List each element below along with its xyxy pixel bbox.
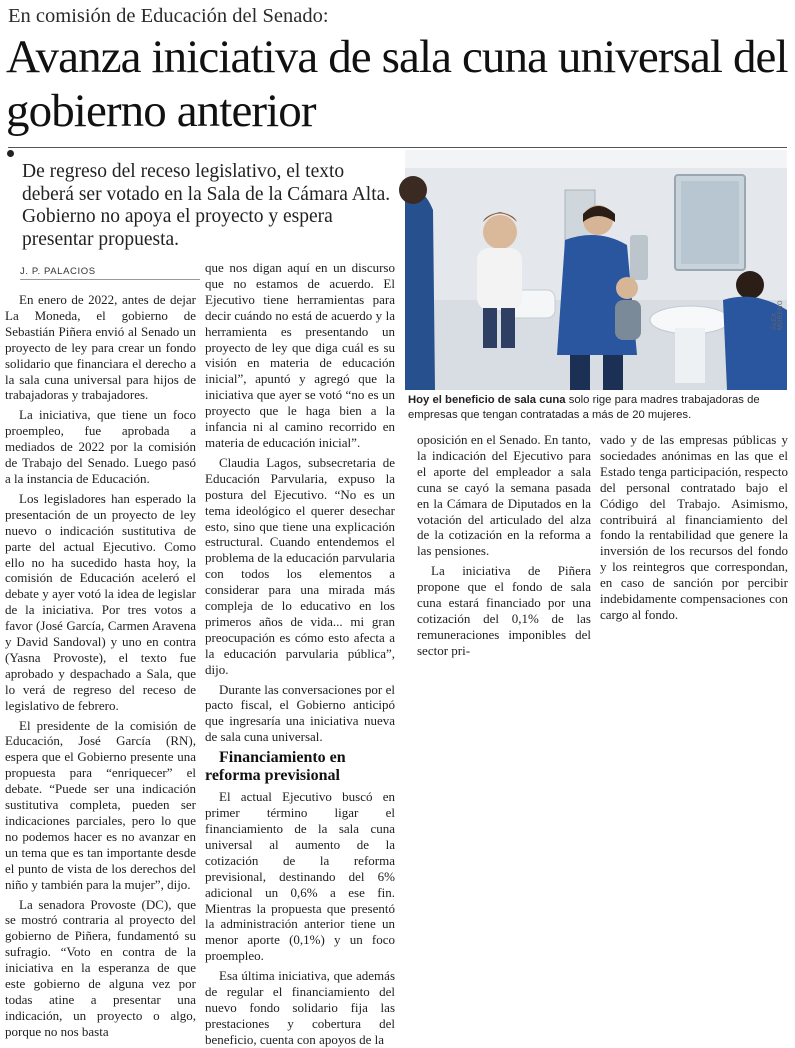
nursery-scene-illustration — [405, 150, 787, 390]
paragraph: La senadora Provoste (DC), que se mostró contraria al proyecto del gobierno de Piñera, fundamentó su sufragio. “Voto en contra de la iniciativa en la esperanza de que este gobierno de alguna vez por todas atine a presentar una indicación, un proyecto o algo, porque no nos basta — [5, 896, 196, 1039]
article-kicker: En comisión de Educación del Senado: — [8, 5, 329, 27]
paragraph: Los legisladores han esperado la presentación de un proyecto de ley nuevo o indicación sustitutiva de parte del actual Ejecutivo. Como ello no ha sucedido hasta hoy, la comisión de Educación aceleró el debate y ayer votó la idea de legislar de la iniciativa. Por tres votos a favor (José García, Carmen Aravena y David Sandoval) y uno en contra (Yasna Provoste), el texto fue aprobado y despachado a Sala, que lo verá de regreso del receso de legislativo de febrero. — [5, 490, 196, 713]
paragraph: Claudia Lagos, subsecretaria de Educación Parvularia, expuso la postura del Ejecutivo. “No es un tema ideológico el querer desechar esto, sino que tiene una explicación estructural. Cuando entendemos el problema de la educación parvularia con todos los elementos a considerar para una mirada más compleja de lo educativo en los primeros años de vida... mi gran preocupación es cómo esto afecta a la educación parvularia pública”, dijo. — [205, 454, 395, 677]
article-photo — [405, 150, 787, 390]
photo-credit: ÁLEX MORENO — [772, 300, 784, 330]
paragraph: En enero de 2022, antes de dejar La Moneda, el gobierno de Sebastián Piñera envió al Senado un proyecto de ley para crear un fondo solidario que financiara el derecho a la sala cuna universal para hijos de trabajadoras y trabajadores. — [5, 292, 196, 403]
paragraph: Durante las conversaciones por el pacto fiscal, el Gobierno anticipó que ingresaría una iniciativa nueva de sala cuna universal. — [205, 681, 395, 745]
paragraph: vado y de las empresas públicas y sociedades anónimas en las que el Estado tenga participación, respecto del personal contratado bajo el Código del Trabajo. Asimismo, contribuirá al financiamiento del fondo la rentabilidad que genere la inversión de los recursos del fondo y los reintegros que correspondan, en caso de sanción por percibir indebidamente compensaciones con cargo al fondo. — [600, 432, 788, 622]
body-column-1 — [5, 292, 196, 1039]
article-headline: Avanza iniciativa de sala cuna universal del gobierno anterior — [6, 31, 788, 137]
photo-caption — [408, 393, 788, 423]
paragraph: Esa última iniciativa, que además de regular el financiamiento del nuevo fondo solidario fija las prestaciones y cobertura del beneficio, cuenta con apoyos de la — [205, 968, 395, 1047]
paragraph: La iniciativa de Piñera propone que el fondo de sala cuna estará financiado por una cotización del 0,1% de las remuneraciones imponibles del sector pri- — [417, 563, 591, 658]
caption-lead: Hoy el beneficio de sala cuna — [408, 394, 566, 406]
byline-divider — [20, 279, 200, 280]
header-divider — [8, 147, 787, 148]
paragraph: que nos digan aquí en un discurso que no estamos de acuerdo. El Ejecutivo tiene herramientas para decir cuándo no está de acuerdo y la herramienta es presentando un proyecto de ley que diga cuál es su visión en materia de educación inicial”, apuntó y agregó que la iniciativa que ayer se votó “no es un proyecto que le haga bien a la infancia ni al camino recorrido en materia de educación inicial”. — [205, 260, 395, 450]
paragraph: El actual Ejecutivo buscó en primer término ligar el financiamiento de la sala cuna universal al aumento de la cotización de la reforma previsional, destinando del 6% adicional un 0,6% a ese fin. Mientras la propuesta que presentó la administración anterior tiene un menor aporte (0,1%) y un foco proempleo. — [205, 789, 395, 964]
paragraph: La iniciativa, que tiene un foco proempleo, fue aprobada a mediados de 2022 por la comisión de Trabajo del Senado. Luego pasó a la instancia de Educación. — [5, 407, 196, 486]
bullet-dot-icon — [7, 150, 14, 157]
paragraph: oposición en el Senado. En tanto, la indicación del Ejecutivo para el aporte del empleador a sala cuna se cayó la semana pasada en la Cámara de Diputados en la votación del articulado del alza de la cotización en la reforma a las pensiones. — [417, 432, 591, 559]
paragraph: El presidente de la comisión de Educación, José García (RN), espera que el Gobierno presente una propuesta para “enriquecer” el debate. “Puede ser una indicación sustitutiva completa, pueden ser indicaciones parciales, pero lo que no podemos hacer es no avanzar en un tema que es tan importante desde el punto de vista de los derechos del niño y también para la mujer”, dijo. — [5, 717, 196, 892]
body-column-4 — [600, 432, 788, 682]
article-bajada: De regreso del receso legislativo, el texto deberá ser votado en la Sala de la Cámara Alta. Gobierno no apoya el proyecto y espera presentar propuesta. — [22, 161, 391, 250]
body-column-3 — [417, 432, 591, 682]
article-byline: J. P. PALACIOS — [20, 266, 96, 277]
section-subhead: Financiamiento en reforma previsional — [205, 749, 346, 785]
caption-text: solo rige para madres trabajadoras de empresas que tengan contratadas a más de 20 mujeres. — [408, 394, 760, 421]
body-column-2 — [205, 260, 395, 1047]
